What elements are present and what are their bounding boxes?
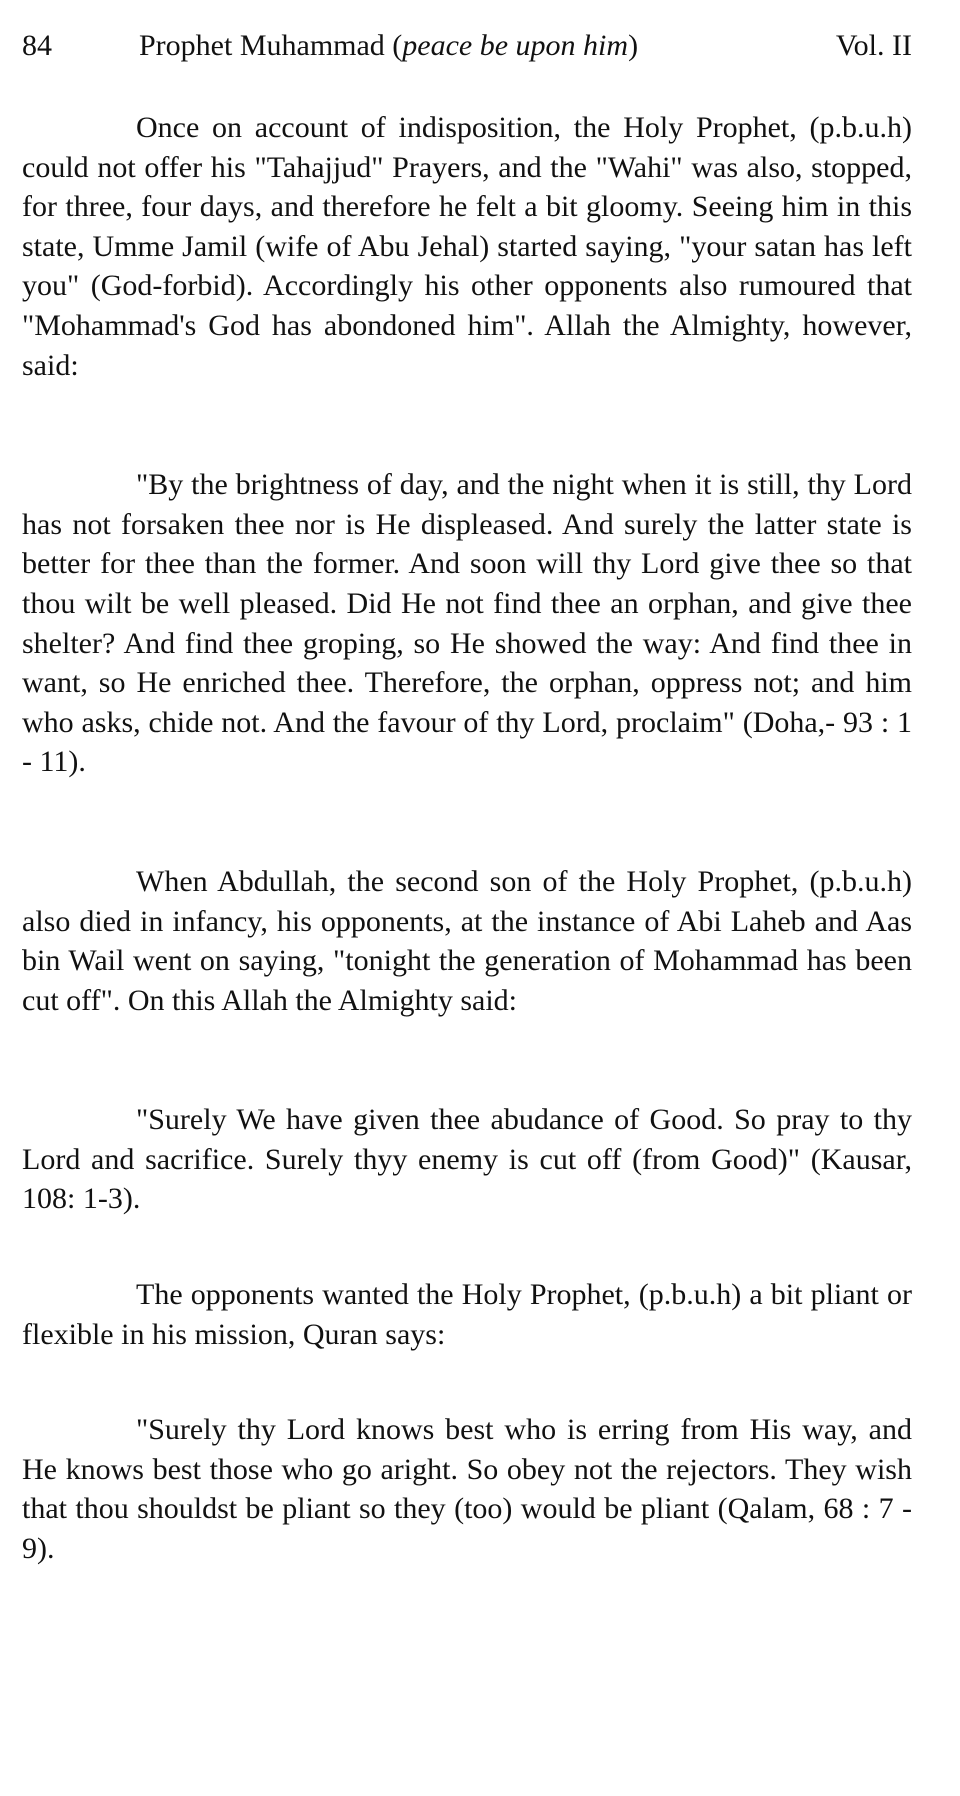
paragraph-tahajjud-narrative: Once on account of indisposition, the Holy Prophet, (p.b.u.h) could not offer his "Tahajjud" Prayers, and the "Wahi" was also, stopped, for three, four days, and therefore he felt a bit gloomy. Seeing him in this state, Umme Jamil (wife of Abu Jehal) started saying, "your satan has left you" (God-forbid). Accordingly his other opponents also rumoured that "Mohammad's God has abondoned him". Allah the Almighty, however, said: bbox=[22, 111, 912, 382]
book-title-honorific: peace be upon him bbox=[402, 29, 629, 62]
quote-surah-doha: "By the brightness of day, and the night when it is still, thy Lord has not forsaken thee nor is He displeased. And surely the latter state is better for thee than the former. And soon will thy Lord give thee so that thou wilt be well pleased. Did He not find thee an orphan, and give thee shelter? And find thee groping, so He showed the way: And find thee in want, so He enriched thee. Therefore, the orphan, oppress not; and him who asks, chide not. And the favour of thy Lord, proclaim" (Doha,- 93 : 1 - 11). bbox=[22, 468, 912, 779]
book-title-main: Prophet Muhammad ( bbox=[139, 29, 403, 62]
paragraph-abdullah-narrative: When Abdullah, the second son of the Holy Prophet, (p.b.u.h) also died in infancy, his opponents, at the instance of Abi Laheb and Aas bin Wail went on saying, "tonight the generation of Mohammad has been cut off". On this Allah the Almighty said: bbox=[22, 864, 912, 1017]
body-text bbox=[22, 108, 912, 1569]
paragraph-opponents-pliant: The opponents wanted the Holy Prophet, (p.b.u.h) a bit pliant or flexible in his mission, Quran says: bbox=[22, 1278, 912, 1351]
book-title-close: ) bbox=[628, 29, 639, 62]
running-header bbox=[22, 26, 912, 66]
book-title bbox=[139, 26, 638, 66]
quote-surah-kausar: "Surely We have given thee abudance of Good. So pray to thy Lord and sacrifice. Surely thyy enemy is cut off (from Good)" (Kausar, 108: 1-3). bbox=[22, 1103, 912, 1216]
volume-label: Vol. II bbox=[835, 29, 912, 62]
quote-surah-qalam: "Surely thy Lord knows best who is erring from His way, and He knows best those who go aright. So obey not the rejectors. They wish that thou shouldst be pliant so they (too) would be pliant (Qalam, 68 : 7 - 9). bbox=[22, 1413, 912, 1566]
page-number: 84 bbox=[22, 29, 52, 62]
